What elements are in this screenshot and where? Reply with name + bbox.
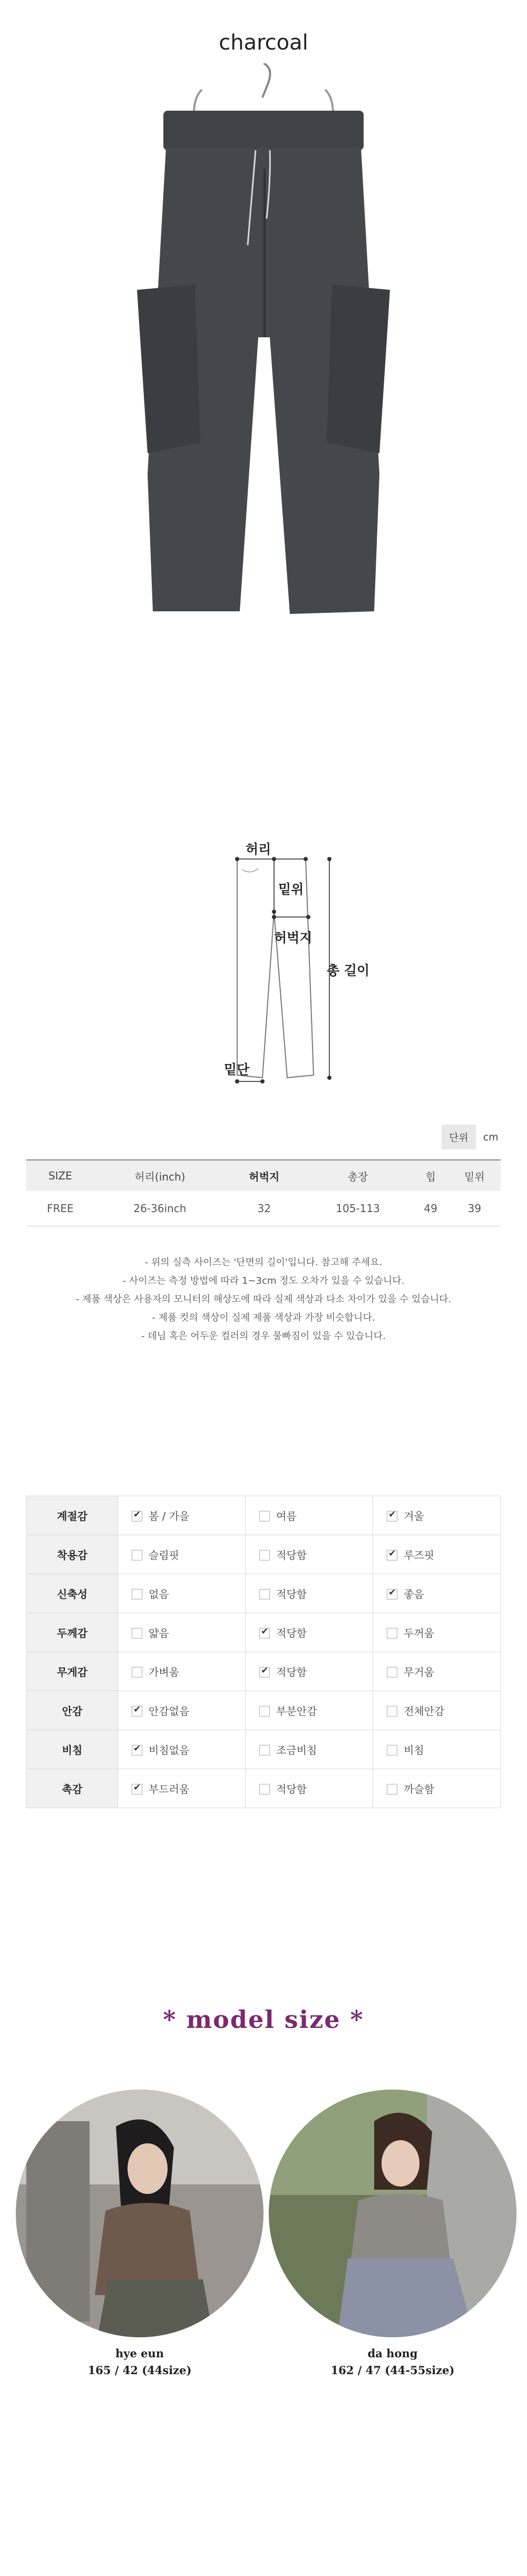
hanger-clip-right [325, 90, 333, 113]
size-table [26, 1159, 501, 1226]
attribute-option [373, 1613, 501, 1652]
unit-value: cm [483, 1131, 499, 1143]
attribute-row [27, 1613, 501, 1652]
attribute-option-label: 적당함 [276, 1588, 307, 1601]
unchecked-box-icon [132, 1550, 142, 1560]
attribute-option [118, 1574, 246, 1613]
attribute-option-label: 까슬함 [404, 1783, 435, 1796]
hanger-hook [262, 63, 270, 97]
table-cell: 26-36inch [94, 1191, 226, 1226]
unchecked-box-icon [387, 1628, 397, 1638]
unchecked-box-icon [132, 1667, 142, 1677]
attribute-option [118, 1769, 246, 1808]
attribute-row [27, 1535, 501, 1574]
unchecked-box-icon [259, 1706, 270, 1716]
attribute-option [373, 1652, 501, 1691]
attribute-name: 비침 [27, 1730, 118, 1769]
model-caption-da-hong [269, 2345, 516, 2379]
attribute-option [118, 1730, 246, 1769]
attribute-option [246, 1730, 373, 1769]
table-cell: 39 [448, 1191, 501, 1226]
attribute-option [373, 1769, 501, 1808]
attribute-option [118, 1535, 246, 1574]
attribute-option-label: 부드러움 [149, 1783, 190, 1796]
table-cell: 49 [413, 1191, 448, 1226]
size-diagram [200, 838, 348, 1112]
model-photo-da-hong [269, 2090, 516, 2337]
size-col-header: SIZE [26, 1160, 94, 1191]
table-cell: 105-113 [303, 1191, 413, 1226]
attribute-option-label: 슬림핏 [149, 1549, 179, 1562]
checked-box-icon [132, 1784, 142, 1794]
attribute-option-label: 좋음 [404, 1588, 424, 1601]
attribute-row [27, 1730, 501, 1769]
thigh-col-header: 허벅지 [226, 1160, 303, 1191]
model-caption-hye-eun [16, 2345, 264, 2379]
diagram-label-waist: 허리 [246, 842, 271, 857]
length-col-header: 총장 [303, 1160, 413, 1191]
unchecked-box-icon [387, 1706, 397, 1716]
note-line: - 위의 실측 사이즈는 '단면의 길이'입니다. 참고해 주세요. [144, 1257, 383, 1268]
attribute-option [246, 1613, 373, 1652]
attribute-row [27, 1691, 501, 1730]
attribute-name: 촉감 [27, 1769, 118, 1808]
model-size: 165 / 42 (44size) [87, 2364, 192, 2377]
attribute-option-label: 안감없음 [149, 1705, 190, 1718]
unchecked-box-icon [387, 1745, 397, 1755]
attribute-option-label: 조금비침 [276, 1744, 317, 1757]
model-size-title: * model size * [163, 2005, 364, 2034]
size-table-header-row [26, 1160, 501, 1191]
hip-col-header: 힙 [413, 1160, 448, 1191]
attribute-option [246, 1652, 373, 1691]
attribute-option [118, 1652, 246, 1691]
attribute-row [27, 1496, 501, 1535]
unchecked-box-icon [132, 1589, 142, 1599]
diagram-label-hem: 밑단 [224, 1062, 250, 1077]
unchecked-box-icon [259, 1784, 270, 1794]
rise-col-header: 밑위 [448, 1160, 501, 1191]
checked-box-icon [132, 1706, 142, 1716]
attribute-option-label: 얇음 [149, 1627, 169, 1640]
attribute-option-label: 비침 [404, 1744, 424, 1757]
attribute-name: 무게감 [27, 1652, 118, 1691]
attribute-option-label: 적당함 [276, 1549, 307, 1562]
attribute-row [27, 1769, 501, 1808]
table-cell: FREE [26, 1191, 94, 1226]
attribute-option-label: 봄 / 가을 [149, 1510, 190, 1523]
attribute-option-label: 겨울 [404, 1510, 424, 1523]
attribute-option-label: 여름 [276, 1510, 297, 1523]
attribute-option [246, 1691, 373, 1730]
attribute-row [27, 1574, 501, 1613]
unit-indicator [442, 1125, 499, 1149]
diagram-label-thigh: 허벅지 [274, 930, 313, 945]
checked-box-icon [259, 1667, 270, 1677]
unchecked-box-icon [259, 1511, 270, 1521]
attribute-option [118, 1613, 246, 1652]
unchecked-box-icon [132, 1628, 142, 1638]
attribute-option [246, 1574, 373, 1613]
attribute-option-label: 적당함 [276, 1666, 307, 1679]
unit-label: 단위 [442, 1125, 476, 1149]
model-size: 162 / 47 (44-55size) [330, 2364, 455, 2377]
attribute-option [373, 1496, 501, 1535]
attribute-option [246, 1496, 373, 1535]
attribute-option [373, 1535, 501, 1574]
note-line: - 제품 컷의 색상이 실제 제품 색상과 가장 비슷합니다. [152, 1312, 375, 1323]
attribute-option [246, 1535, 373, 1574]
model-name: da hong [367, 2347, 418, 2360]
attribute-option-label: 가벼움 [149, 1666, 179, 1679]
attribute-option-label: 없음 [149, 1588, 169, 1601]
attribute-name: 착용감 [27, 1535, 118, 1574]
attribute-option-label: 루즈핏 [404, 1549, 435, 1562]
attribute-option [373, 1691, 501, 1730]
note-line: - 제품 색상은 사용자의 모니터의 해상도에 따라 실제 색상과 다소 차이가 있을 수 있습니다. [75, 1294, 452, 1305]
attribute-name: 계절감 [27, 1496, 118, 1535]
waist-col-header: 허리(inch) [94, 1160, 226, 1191]
product-color-title: charcoal [219, 31, 308, 55]
product-photo [132, 63, 395, 627]
attribute-option-label: 부분안감 [276, 1705, 317, 1718]
diagram-label-total-length: 총 길이 [327, 963, 370, 978]
checked-box-icon [259, 1628, 270, 1638]
unchecked-box-icon [259, 1550, 270, 1560]
attribute-option [246, 1769, 373, 1808]
attribute-option [118, 1691, 246, 1730]
checked-box-icon [132, 1745, 142, 1755]
checked-box-icon [132, 1511, 142, 1521]
table-row [26, 1191, 501, 1226]
fabric-attribute-table [26, 1496, 501, 1808]
note-line: - 데님 혹은 어두운 컬러의 경우 물빠짐이 있을 수 있습니다. [141, 1331, 386, 1342]
unchecked-box-icon [387, 1784, 397, 1794]
attribute-option-label: 적당함 [276, 1783, 307, 1796]
attribute-option-label: 두꺼움 [404, 1627, 435, 1640]
attribute-option [373, 1730, 501, 1769]
model-photo-hye-eun [16, 2090, 264, 2337]
attribute-option [373, 1574, 501, 1613]
unchecked-box-icon [259, 1589, 270, 1599]
attribute-option-label: 전체안감 [404, 1705, 445, 1718]
attribute-option [118, 1496, 246, 1535]
attribute-option-label: 비침없음 [149, 1744, 190, 1757]
attribute-row [27, 1652, 501, 1691]
attribute-option-label: 무거움 [404, 1666, 435, 1679]
attribute-name: 두께감 [27, 1613, 118, 1652]
note-line: - 사이즈는 측정 방법에 따라 1~3cm 정도 오차가 있을 수 있습니다. [122, 1275, 405, 1286]
checked-box-icon [387, 1550, 397, 1560]
table-cell: 32 [226, 1191, 303, 1226]
size-notes [0, 1253, 527, 1345]
attribute-option-label: 적당함 [276, 1627, 307, 1640]
diagram-label-rise: 밑위 [278, 882, 304, 897]
attribute-name: 신축성 [27, 1574, 118, 1613]
hanger-clip-left [194, 90, 202, 113]
checked-box-icon [387, 1511, 397, 1521]
model-name: hye eun [115, 2347, 164, 2360]
unchecked-box-icon [387, 1667, 397, 1677]
attribute-name: 안감 [27, 1691, 118, 1730]
checked-box-icon [387, 1589, 397, 1599]
unchecked-box-icon [259, 1745, 270, 1755]
